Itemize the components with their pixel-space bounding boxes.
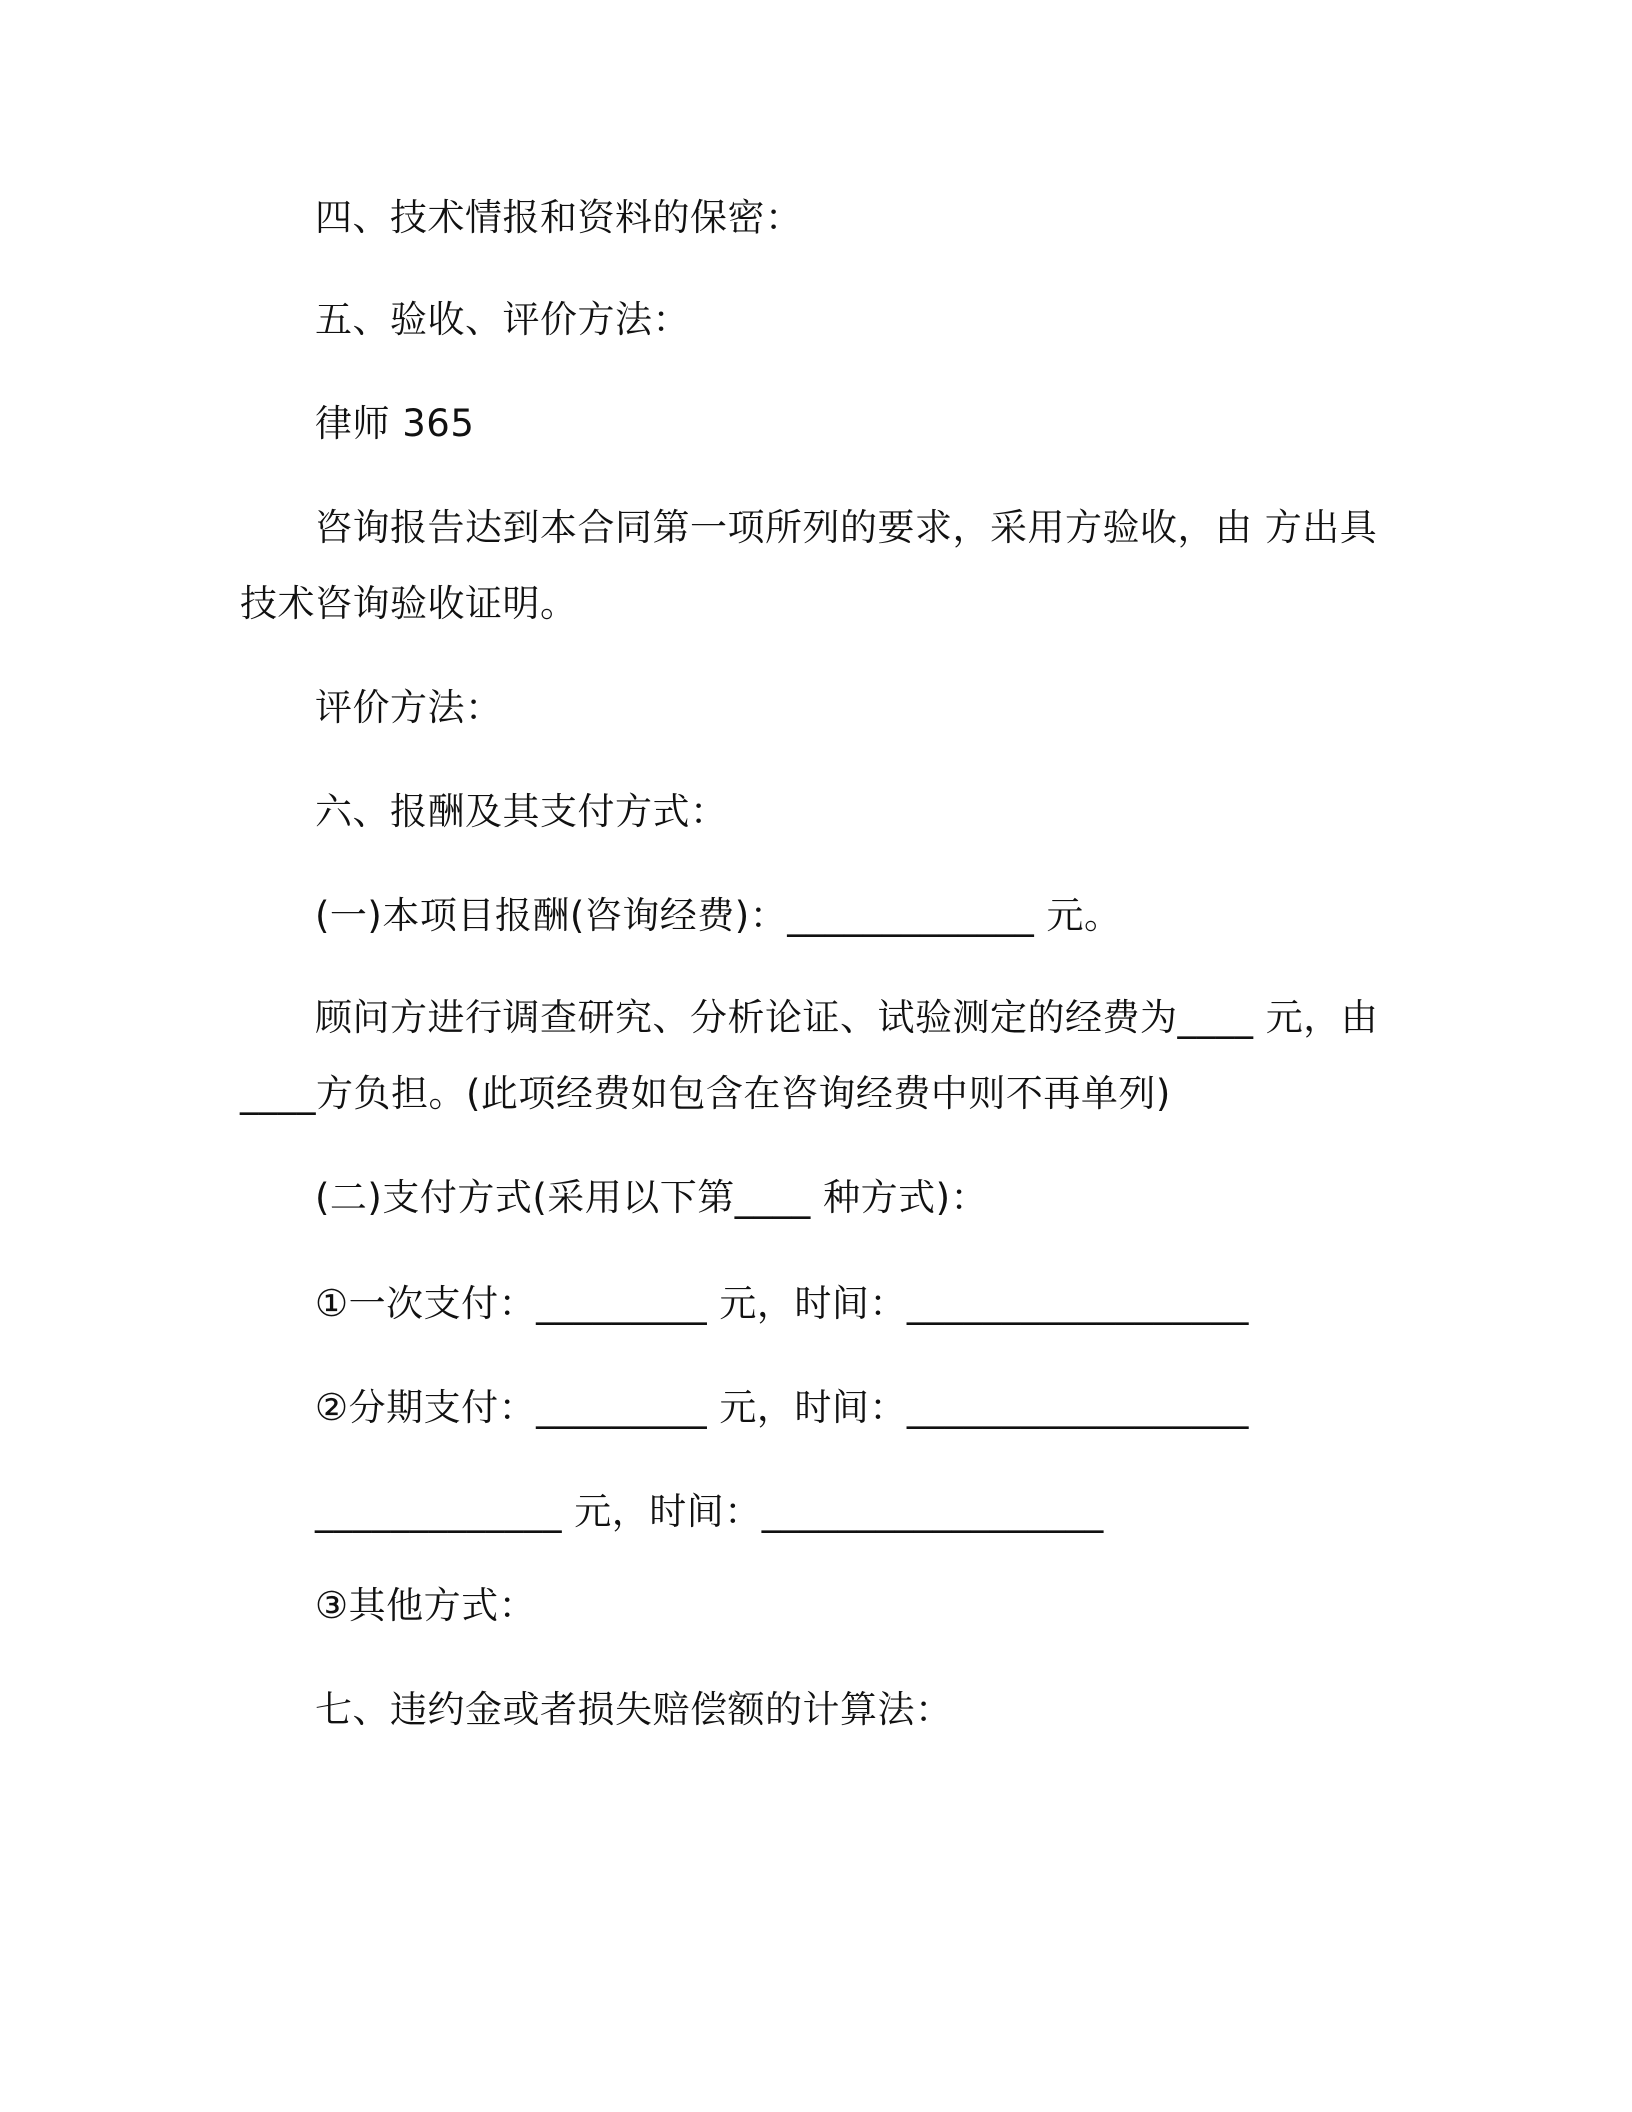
research-cost-line-1: 顾问方进行调查研究、分析论证、试验测定的经费为____ 元，由 <box>315 996 1379 1039</box>
project-fee-line: (一)本项目报酬(咨询经费)：_____________ 元。 <box>315 894 1122 937</box>
installment-payment-line-2: _____________ 元，时间：__________________ <box>315 1490 1104 1533</box>
section-6-heading: 六、报酬及其支付方式： <box>315 790 728 833</box>
section-5-heading: 五、验收、评价方法： <box>315 298 690 341</box>
watermark-text: 律师 365 <box>315 402 475 445</box>
acceptance-paragraph-line-2: 技术咨询验收证明。 <box>240 582 578 625</box>
acceptance-paragraph-line-1: 咨询报告达到本合同第一项所列的要求，采用方验收，由 方出具 <box>315 506 1378 549</box>
payment-method-line: (二)支付方式(采用以下第____ 种方式)： <box>315 1176 989 1219</box>
installment-payment-line: ②分期支付：_________ 元，时间：__________________ <box>315 1386 1249 1429</box>
evaluation-method-label: 评价方法： <box>315 686 503 729</box>
lump-sum-payment-line: ①一次支付：_________ 元，时间：__________________ <box>315 1282 1249 1325</box>
section-7-heading: 七、违约金或者损失赔偿额的计算法： <box>315 1688 953 1731</box>
research-cost-line-2: ____方负担。(此项经费如包含在咨询经费中则不再单列) <box>240 1072 1171 1115</box>
other-payment-line: ③其他方式： <box>315 1584 537 1627</box>
section-4-heading: 四、技术情报和资料的保密： <box>315 196 803 239</box>
